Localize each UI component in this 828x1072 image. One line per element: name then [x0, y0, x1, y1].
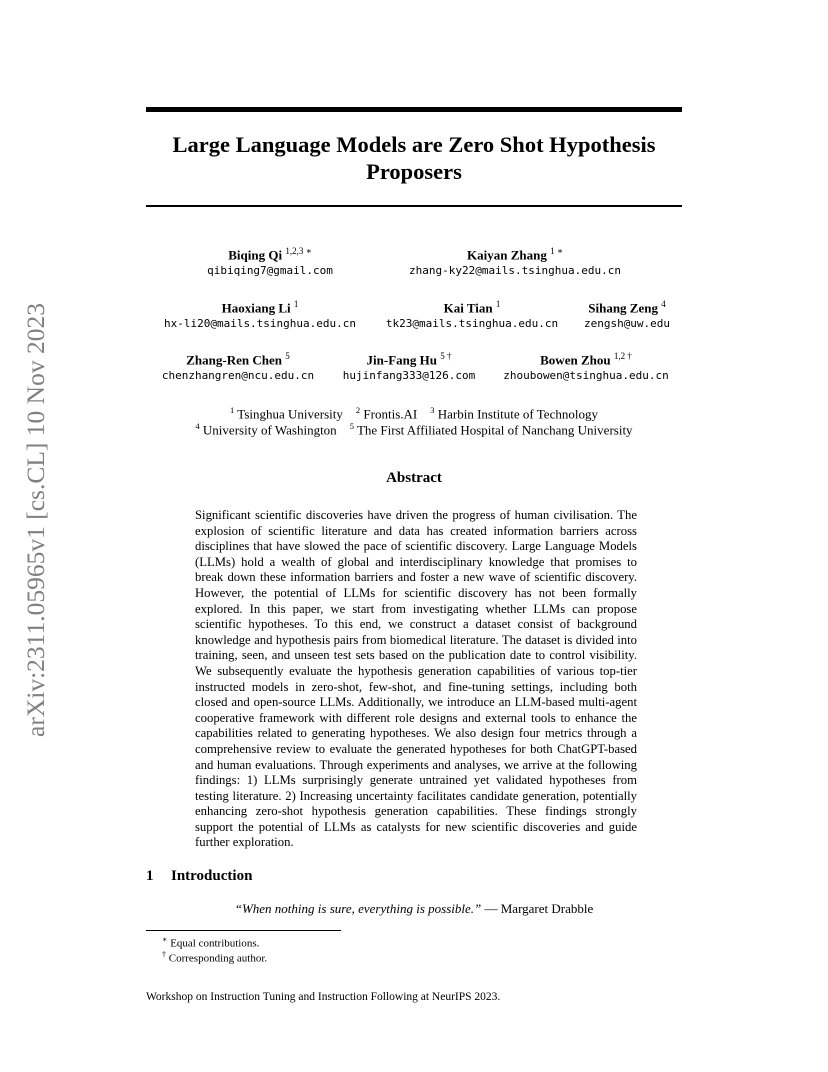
section-title: Introduction	[171, 868, 253, 884]
affiliation-mark: 5	[349, 421, 354, 431]
author-name: Biqing Qi	[228, 247, 283, 263]
affiliation-mark: 1	[230, 405, 235, 415]
title-line-1: Large Language Models are Zero Shot Hypothesis	[172, 132, 656, 157]
affiliation-mark: 3	[430, 405, 435, 415]
author-biqing-qi	[190, 243, 350, 279]
footnote-mark: ∗	[162, 935, 168, 944]
author-superscript: 5 †	[440, 351, 452, 361]
author-name: Zhang-Ren Chen	[186, 352, 282, 368]
footnote-text: Corresponding author.	[168, 952, 268, 965]
author-superscript: 5	[285, 351, 290, 361]
author-email: zengsh@uw.edu	[583, 317, 671, 331]
affiliation-mark: 2	[355, 405, 361, 415]
epigraph	[146, 901, 682, 917]
author-sihang-zeng	[572, 296, 682, 332]
footnote-mark: †	[162, 950, 166, 959]
author-email: zhoubowen@tsinghua.edu.cn	[503, 369, 669, 383]
section-number: 1	[146, 868, 154, 884]
affiliation-frontis: Frontis.AI	[363, 406, 418, 422]
author-name: Sihang Zeng	[588, 300, 658, 316]
abstract-heading: Abstract	[386, 470, 442, 486]
author-kai-tian	[374, 296, 570, 332]
author-kaiyan-zhang	[390, 243, 640, 279]
author-email: qibiqing7@gmail.com	[207, 264, 333, 278]
affiliation-tsinghua: Tsinghua University	[237, 406, 343, 422]
affiliation-mark: 4	[195, 421, 200, 431]
affiliation-uw: University of Washington	[202, 422, 337, 438]
title-rule-top	[146, 107, 682, 112]
author-name: Haoxiang Li	[221, 300, 291, 316]
author-superscript: 1	[495, 299, 501, 309]
title-line-2: Proposers	[366, 159, 462, 184]
title-rule-bottom	[146, 205, 682, 207]
author-superscript: 1,2,3 ∗	[285, 246, 312, 256]
venue-note: Workshop on Instruction Tuning and Instruction Following at NeurIPS 2023.	[146, 991, 501, 1003]
section-heading	[146, 868, 252, 885]
author-bowen-zhou	[490, 348, 682, 384]
footnote-text: Equal contributions.	[170, 937, 260, 950]
author-name: Kaiyan Zhang	[467, 247, 547, 263]
paper-title	[146, 131, 682, 185]
author-name: Jin-Fang Hu	[366, 352, 437, 368]
author-name: Kai Tian	[443, 300, 493, 316]
author-superscript: 4	[661, 299, 666, 309]
affiliation-nanchang: The First Affiliated Hospital of Nanchang University	[356, 422, 633, 438]
epigraph-attribution: — Margaret Drabble	[481, 901, 594, 916]
author-email: hx-li20@mails.tsinghua.edu.cn	[163, 317, 357, 331]
epigraph-quote: “When nothing is sure, everything is possible.”	[234, 901, 482, 916]
author-zhang-ren-chen	[148, 348, 328, 384]
footnote-corresponding-author	[162, 948, 267, 966]
author-haoxiang-li	[148, 296, 372, 332]
author-jin-fang-hu	[332, 348, 486, 384]
author-name: Bowen Zhou	[540, 352, 611, 368]
author-superscript: 1,2 †	[613, 351, 632, 361]
arxiv-id-text: arXiv:2311.05965v1 [cs.CL] 10 Nov 2023	[21, 303, 50, 737]
arxiv-identifier-stamp	[18, 285, 54, 755]
affiliation-harbin: Harbin Institute of Technology	[437, 406, 598, 422]
affiliations-line-2	[146, 418, 682, 438]
author-email: zhang-ky22@mails.tsinghua.edu.cn	[409, 264, 621, 278]
author-superscript: 1 ∗	[550, 246, 563, 256]
footnote-rule	[146, 930, 341, 931]
author-email: chenzhangren@ncu.edu.cn	[161, 369, 315, 383]
author-email: tk23@mails.tsinghua.edu.cn	[385, 317, 559, 331]
author-email: hujinfang333@126.com	[342, 369, 476, 383]
abstract-body: Significant scientific discoveries have driven the progress of human civilisation. The explosion of scientific literature and data has created information barriers across disciplines that have slowed the pace of scientific discovery. Large Language Models (LLMs) hold a wealth of global and interdisciplinary knowledge that promises to break down these information barriers and foster a new wave of scientific discovery. However, the potential of LLMs for scientific discovery has not been formally explored. In this paper, we start from investigating whether LLMs can propose scientific hypotheses. To this end, we construct a dataset consist of background knowledge and hypothesis pairs from biomedical literature. The dataset is divided into training, seen, and unseen test sets based on the publication date to control visibility. We subsequently evaluate the hypothesis generation capabilities of various top-tier instructed models in zero-shot, few-shot, and fine-tuning settings, including both closed and open-source LLMs. Additionally, we introduce an LLM-based multi-agent cooperative framework with different role designs and external tools to enhance the capabilities related to generating hypotheses. We also design four metrics through a comprehensive review to evaluate the generated hypotheses for both ChatGPT-based and human evaluations. Through experiments and analyses, we arrive at the following findings: 1) LLMs surprisingly generate untrained yet validated hypotheses from testing literature. 2) Increasing uncertainty facilitates candidate generation, potentially enhancing zero-shot hypothesis generation capabilities. These findings strongly support the potential of LLMs as catalysts for new scientific discoveries and guide further exploration.	[195, 508, 637, 850]
author-superscript: 1	[293, 299, 299, 309]
